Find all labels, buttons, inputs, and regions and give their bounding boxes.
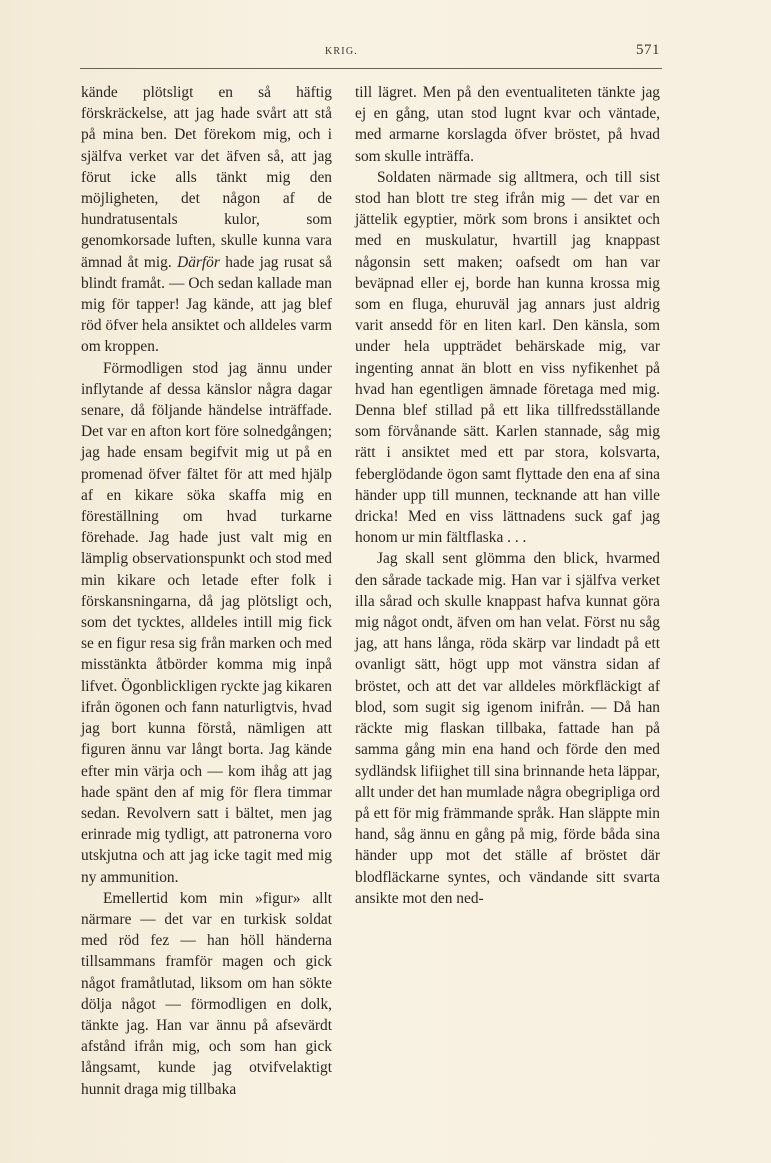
paragraph: Förmodligen stod jag ännu under inflytande af dessa känslor några dagar senare, då följande händelse inträffade. Det var en afton kort före solnedgången; jag hade ensam begifvit mig ut på en promenad öfver fältet för att med hjälp af en kikare söka skaffa mig en föreställning om hvad turkarne förehade. Jag hade just valt mig en lämplig observationspunkt och stod med min kikare och letade efter folk i förskansningarna, då jag plötsligt och, som det tycktes, alldeles intill mig fick se en figur resa sig från marken och med misstänkta åtbörder komma mig inpå lifvet. Ögonblickligen ryckte jag kikaren ifrån ögonen och fann naturligtvis, hvad jag bort kunna förstå, nämligen att figuren ännu var långt borta. Jag kände efter min värja och — kom ihåg att jag hade spänt den af mig för flera timmar sedan. Revolvern satt i bältet, men jag erinrade mig tydligt, att patronerna voro utskjutna och att jag icke tagit med mig ny ammunition. <box>81 359 332 886</box>
paragraph: till lägret. Men på den eventualiteten tänkte jag ej en gång, utan stod lugnt kvar och väntade, med armarne korslagda öfver bröstet, på hvad som skulle inträffa. <box>355 84 660 165</box>
emphasis: Därför <box>177 253 220 271</box>
page-header <box>80 44 660 64</box>
page-number: 571 <box>636 42 660 58</box>
header-rule <box>80 68 662 69</box>
paragraph: Soldaten närmade sig alltmera, och till sist stod han blott tre steg ifrån mig — det var en jättelik egyptier, mörk som brons i ansiktet och med en muskulatur, hvartill jag knappast någonsin sett maken; oafsedt om han var beväpnad eller ej, borde han kunna krossa mig som en fluga, ehuruväl jag annars just aldrig varit ansedd för en liten karl. Den känsla, som under hela uppträdet behärskade mig, var ingenting annat än blott en viss nyfikenhet på hvad han egentligen ämnade företaga med mig. Denna blef stillad på ett lika tillfredsställande som förvånande sätt. Karlen stannade, såg mig rätt i ansiktet med ett par stora, kolsvarta, feberglödande ögon samt flyttade den ena af sina händer upp till munnen, tecknande att han ville dricka! Med en viss lättnadens suck gaf jag honom ur min fältflaska . . . <box>355 168 660 547</box>
left-column <box>81 82 332 1100</box>
paragraph: Emellertid kom min »figur» allt närmare — det var en turkisk soldat med röd fez — han höll händerna tillsammans framför magen och gick något framåtlutad, liksom om han sökte dölja något — förmodligen en dolk, tänkte jag. Han var ännu på afsevärdt afstånd ifrån mig, och som han gick långsamt, kunde jag otvifvelaktigt hunnit draga mig tillbaka <box>81 889 332 1098</box>
running-head: KRIG. <box>325 46 358 57</box>
paragraph: Jag skall sent glömma den blick, hvarmed den sårade tackade mig. Han var i själfva verket illa sårad och skulle knappast hafva kunnat göra mig något ondt, äfven om han velat. Först nu såg jag, att hans långa, röda skärp var lindadt på ett ovanligt sätt, högt upp mot vänstra sidan af bröstet, och att det var alldeles mörkfläckigt af blod, som sugit sig igenom inifrån. — Då han räckte mig flaskan tillbaka, fattade han på samma gång min ena hand och förde den med sydländsk lifiighet till sina brinnande heta läppar, allt under det han mumlade några obegripliga ord på ett för mig främmande språk. Han släppte min hand, såg ännu en gång på mig, förde båda sina händer upp mot det ställe af bröstet där blodfläckarne syntes, och vändande sitt svarta ansikte mot den ned- <box>355 550 660 907</box>
paragraph: kände plötsligt en så häftig förskräckelse, att jag hade svårt att stå på mina ben. Det förekom mig, och i själfva verket var det äfven så, att jag förut icke alls tänkt mig den möjligheten, det någon af de hundratusentals kulor, som genomkorsade luften, skulle kunna vara ämnad åt mig. Därför hade jag rusat så blindt framåt. — Och sedan kallade man mig för tapper! Jag kände, att jag blef röd öfver hela ansiktet och alldeles varm om kroppen. <box>81 84 332 356</box>
right-column <box>355 82 660 909</box>
